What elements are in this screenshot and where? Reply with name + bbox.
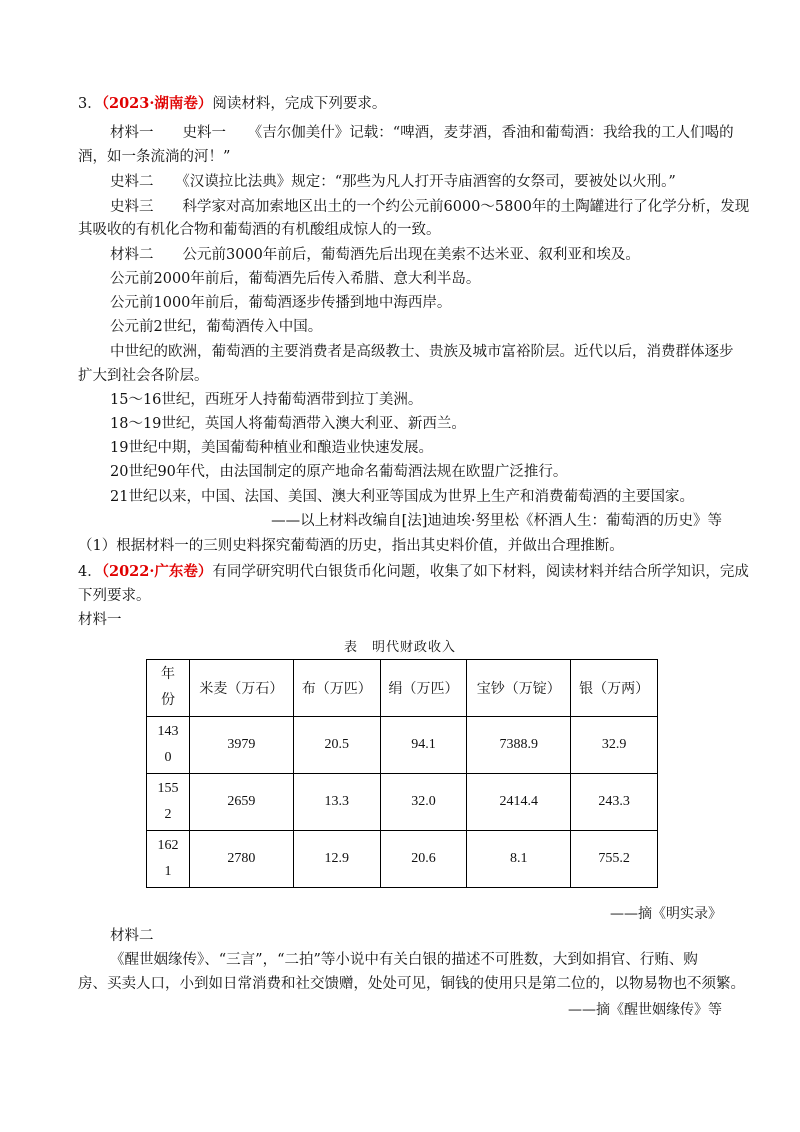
- table-citation: ——摘《明实录》: [610, 906, 722, 922]
- header-cloth: 布（万匹）: [293, 660, 380, 717]
- material-2-line: 15～16世纪，西班牙人持葡萄酒带到拉丁美洲。: [110, 392, 423, 408]
- material-2-line: 材料二 公元前3000年前后，葡萄酒先后出现在美索不达米亚、叙利亚和埃及。: [110, 247, 640, 263]
- material-2-line: 20世纪90年代，由法国制定的原产地命名葡萄酒法规在欧盟广泛推行。: [110, 464, 568, 480]
- cell-value: 2659: [190, 774, 294, 831]
- finance-table: [146, 659, 658, 888]
- header-grain: 米麦（万石）: [190, 660, 294, 717]
- material-1-line: 史料二 《汉谟拉比法典》规定：“那些为凡人打开寺庙酒窖的女祭司，要被处以火刑。”: [110, 174, 676, 190]
- cell-value: 94.1: [380, 717, 467, 774]
- material-1-line: 材料一 史料一 《吉尔伽美什》记载：“啤酒，麦芽酒，香油和葡萄酒：我给我的工人们喝的: [110, 125, 734, 141]
- table-row: [147, 717, 658, 774]
- question-3-header: [78, 94, 386, 114]
- material-2-line: 扩大到社会各阶层。: [78, 368, 209, 384]
- material-2-line: 《醒世姻缘传》、“三言”，“二拍”等小说中有关白银的描述不可胜数，大到如捐官、行贿、购: [110, 952, 698, 968]
- cell-value: 7388.9: [467, 717, 571, 774]
- question-number: 4．: [78, 564, 102, 580]
- material-2-line: 公元前1000年前后，葡萄酒逐步传播到地中海西岸。: [110, 295, 452, 311]
- header-silver: 银（万两）: [571, 660, 658, 717]
- cell-year: 143 0: [147, 717, 190, 774]
- material-2-line: 18～19世纪，英国人将葡萄酒带入澳大利亚、新西兰。: [110, 416, 466, 432]
- cell-value: 32.0: [380, 774, 467, 831]
- cell-value: 20.6: [380, 831, 467, 888]
- cell-value: 2414.4: [467, 774, 571, 831]
- material-1-line: 酒，如一条流淌的河！”: [78, 149, 231, 165]
- material-2-line: 21世纪以来，中国、法国、美国、澳大利亚等国成为世界上生产和消费葡萄酒的主要国家。: [110, 489, 694, 505]
- material-2-label: 材料二: [110, 928, 154, 944]
- cell-value: 20.5: [293, 717, 380, 774]
- task-1: （1）根据材料一的三则史料探究葡萄酒的历史，指出其史料价值，并做出合理推断。: [78, 538, 624, 554]
- exam-source: （2023·湖南卷）: [101, 95, 213, 112]
- question-prompt: 阅读材料，完成下列要求。: [212, 96, 387, 112]
- material-2-line: 公元前2000年前后，葡萄酒先后传入希腊、意大利半岛。: [110, 271, 481, 287]
- table-row: [147, 774, 658, 831]
- cell-value: 3979: [190, 717, 294, 774]
- material-1-line: 史料三 科学家对高加索地区出土的一个约公元前6000～5800年的土陶罐进行了化学分析，发现: [110, 199, 750, 215]
- cell-value: 243.3: [571, 774, 658, 831]
- material-2-line: 房、买卖人口，小到如日常消费和社交馈赠，处处可见，铜钱的使用只是第二位的，以物易物也不须繁。: [78, 976, 745, 992]
- question-4-header: [78, 562, 749, 582]
- question-prompt-cont: 下列要求。: [78, 588, 151, 604]
- cell-value: 8.1: [467, 831, 571, 888]
- material-2-citation: ——摘《醒世姻缘传》等: [568, 1002, 722, 1018]
- citation: ——以上材料改编自[法]迪迪埃·努里松《杯酒人生：葡萄酒的历史》等: [271, 513, 722, 529]
- cell-value: 2780: [190, 831, 294, 888]
- material-1-line: 其吸收的有机化合物和葡萄酒的有机酸组成惊人的一致。: [78, 222, 441, 238]
- exam-source: （2022·广东卷）: [101, 563, 213, 580]
- table-caption: 表 明代财政收入: [343, 640, 456, 655]
- cell-value: 12.9: [293, 831, 380, 888]
- header-paper-money: 宝钞（万锭）: [467, 660, 571, 717]
- header-silk: 绢（万匹）: [380, 660, 467, 717]
- cell-year: 162 1: [147, 831, 190, 888]
- table-row: [147, 831, 658, 888]
- material-2-line: 公元前2世纪，葡萄酒传入中国。: [110, 319, 323, 335]
- table-header-row: [147, 660, 658, 717]
- header-year: 年 份: [147, 660, 190, 717]
- cell-year: 155 2: [147, 774, 190, 831]
- material-1-label: 材料一: [78, 612, 122, 628]
- cell-value: 32.9: [571, 717, 658, 774]
- material-2-line: 19世纪中期，美国葡萄种植业和酿造业快速发展。: [110, 440, 433, 456]
- question-number: 3．: [78, 96, 102, 112]
- cell-value: 755.2: [571, 831, 658, 888]
- material-2-line: 中世纪的欧洲，葡萄酒的主要消费者是高级教士、贵族及城市富裕阶层。近代以后，消费群体逐步: [110, 344, 734, 360]
- cell-value: 13.3: [293, 774, 380, 831]
- question-prompt: 有同学研究明代白银货币化问题，收集了如下材料，阅读材料并结合所学知识，完成: [212, 564, 749, 580]
